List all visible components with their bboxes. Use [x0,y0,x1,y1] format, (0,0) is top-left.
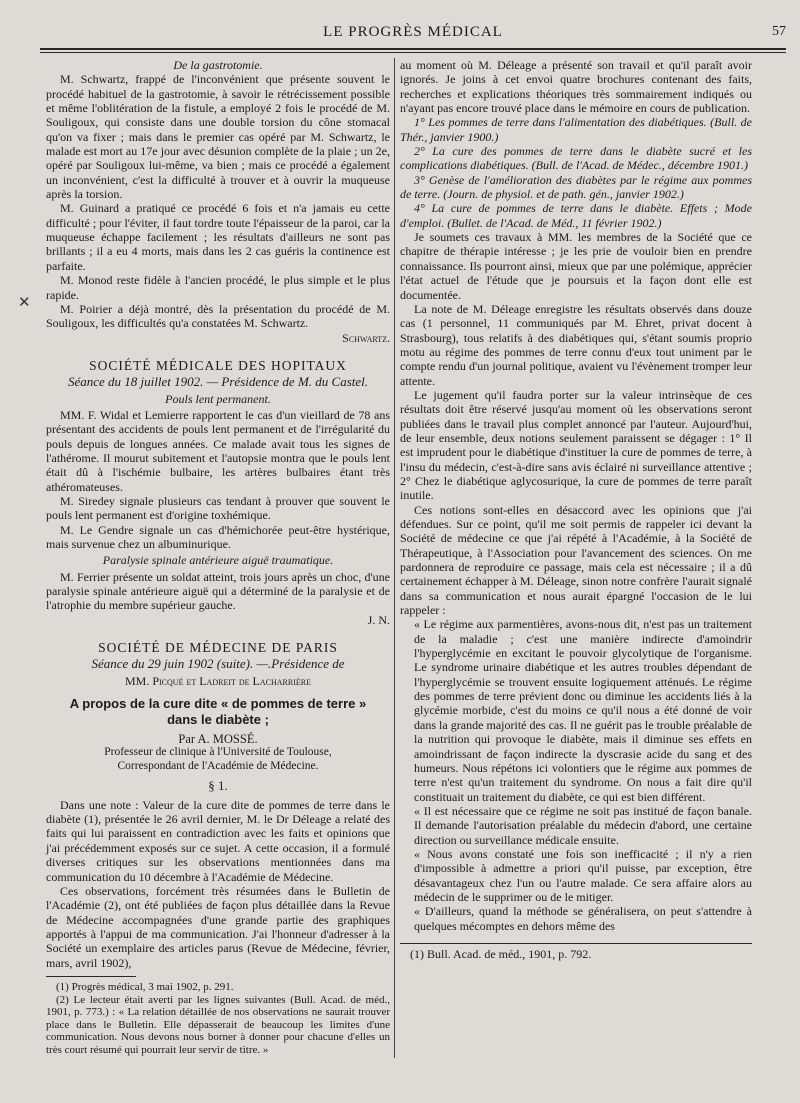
page-number: 57 [772,24,786,39]
hopitaux-session: Séance du 18 juillet 1902. — Présidence de M. du Castel. [67,374,369,390]
pouls-paragraph: M. Le Gendre signale un cas d'hémichorée peut-être hystérique, mais survenue chez un albuminurique. [46,522,390,551]
pouls-heading: Pouls lent permanent. [165,391,271,406]
quoted-passage [400,617,752,933]
quote-paragraph: « Il est nécessaire que ce régime ne soit pas institué de façon banale. Il demande l'autorisation préalable du médecin d'abord, une certaine direction ou surveillance médicale ensuite. [414,803,752,847]
gastro-paragraph: M. Monod reste fidèle à l'ancien procédé, le plus simple et le plus rapide. [46,273,390,302]
quote-paragraph: « Nous avons constaté une fois son inefficacité ; il n'y a rien d'impossible à admettre a priori qu'il puisse, par exception, être désavantageux chez l'un ou l'autre malade. Ce sera affaire alors au médecin de le supprimer ou de le mitiger. [414,846,752,904]
pouls-paragraph: MM. F. Widal et Lemierre rapportent le cas d'un vieillard de 78 ans présentant des accidents de pouls lent permanent et de l'irrégularité du pouls depuis de longues années. Ce malade avait tous les signes de l'athérome. Il mourut subitement et l'autopsie montra que le pouls lent était dû à l'ischémie bulbaire, les artères bulbaires étant très athéromateuses. [46,407,390,494]
article-title-line-2: dans le diabète ; [167,712,269,728]
running-head [40,24,786,44]
author-affiliation-1: Professeur de clinique à l'Université de Toulouse, [104,746,332,759]
footnote: (2) Le lecteur était averti par les lignes suivantes (Bull. Acad. de méd., 1901, p. 773.) : « La relation détaillée de nos observations ne saurait trouver place dans le Bulletin. Elle dépasserait de beaucoup les limites d'une communication. Nous devons nous borner à donner pour chacune d'elles un très court résumé qui pourrait leur servir de titre. » [46,993,390,1056]
gastro-paragraph: M. Schwartz, frappé de l'inconvénient que présente souvent le procédé habituel de la gastrotomie, à savoir le rétrécissement possible et même l'oblitération de la fistule, a employé 2 fois le procédé de M. Souligoux, qui consiste dans une double torsion du cône stomacal qu'on va fixer ; mais dans le premier cas opéré par M. Schwartz, le malade est mort au 17e jour avec désunion complète de la plaie ; un 2e, opéré par Souligoux lui-même, va bien ; mais ce procédé a également un inconvénient, c'est la difficulté à trouver et à ouvrir la muqueuse après la torsion. [46,72,390,202]
paralysie-paragraph: M. Ferrier présente un soldat atteint, trois jours après un choc, d'une paralysie spinale antérieure aiguë qui a déterminé de la paralysie et de l'atrophie du membre supérieur gauche. [46,569,390,613]
header-rule [40,48,786,53]
paris-session-line-2: MM. Picqué et Ladreit de Lacharrière [125,673,311,688]
hopitaux-title: SOCIÉTÉ MÉDICALE DES HOPITAUX [89,357,347,373]
footnote: (1) Bull. Acad. de méd., 1901, p. 792. [410,946,592,961]
body-paragraph: Le jugement qu'il faudra porter sur la valeur intrinsèque de ces résultats doit être réservé jusqu'au moment où les observations seront publiées dans le travail plus complet annoncé par l'auteur. Aujourd'hui, de leur ensemble, deux notions seulement paraissent se dégager : 1° Il est imprudent pour le diabétique d'instituer la cure de pommes de terre, à l'insu du médecin, c'est-à-dire sans avis éclairé ni surveillance attentive ; 2° Chez le diabétique aglycosurique, la cure de pommes de terre paraît inutile. [400,387,752,503]
article-title-line-1: A propos de la cure dite « de pommes de terre » [69,696,367,712]
brochure-item: 1° Les pommes de terre dans l'alimentation des diabétiques. (Bull. de Thér., janvier 1900.) [400,115,752,144]
gastro-paragraph: M. Guinard a pratiqué ce procédé 6 fois et n'a jamais eu cette difficulté ; pour l'éviter, il faut tordre toute l'épaisseur de la paroi, car la muqueuse échappe facilement ; les résultats d'ailleurs ne sont pas brillants ; il a eu 4 morts, mais dans les 2 cas guéris la continence est parfaite. [46,201,390,273]
gastro-paragraph: M. Poirier a déjà montré, dès la présentation du procédé de M. Souligoux, les difficultés qu'a constatées M. Schwartz. [46,301,390,331]
left-column [46,58,390,1056]
body-paragraph: La note de M. Déleage enregistre les résultats observés dans douze cas (1 personnel, 11 communiqués par M. Ehret, privat docent à Strasbourg), tous relatifs à des diabétiques qui, s'étant soumis proprio motu au régime des pommes de terre connu d'eux tout uniment par le compte rendu d'un journal politique, avaient vu l'évènement tromper leur attente. [400,301,752,388]
paralysie-signature: J. N. [367,612,390,627]
gastro-heading: De la gastrotomie. [173,58,263,72]
footnote: (1) Progrès médical, 3 mai 1902, p. 291. [56,980,234,993]
intro-paragraph: au moment où M. Déleage a présenté son travail et qu'il paraît avoir ignorés. Je joins à cet envoi quatre brochures contenant des faits, recherches et explications théoriques très sommairement indiqués ou n'ayant pas encore trouvé place dans le mémoire en cours de publication. [400,58,752,116]
column-divider [394,58,395,1058]
right-column [400,58,752,961]
article-paragraph: Ces observations, forcément très résumées dans le Bulletin de l'Académie (2), ont été publiées de façon plus détaillée dans la Revue de Médecine accompagnées d'une grande partie des graphiques apportés à l'appui de ma communication. J'ai l'honneur d'adresser à la Société un exemplaire des articles parus (Revue de Médecine, février, mars, avril 1902), [46,883,390,970]
footnote-rule [46,976,136,977]
brochure-item: 3° Genèse de l'amélioration des diabètes par le régime aux pommes de terre. (Journ. de physiol. et de path. gén., janvier 1902.) [400,172,752,202]
paris-session-line-1: Séance du 29 juin 1902 (suite). —.Présidence de [91,656,345,672]
author-affiliation-2: Correspondant de l'Académie de Médecine. [117,759,319,772]
section-marker: § 1. [208,778,228,794]
brochure-item: 4° La cure de pommes de terre dans le diabète. Effets ; Mode d'emploi. (Bullet. de l'Acad. de Méd., 11 février 1902.) [400,201,752,230]
article-author: Par A. MOSSÉ. [178,732,258,747]
footnote-rule [400,943,752,944]
body-paragraph: Je soumets ces travaux à MM. les membres de la Société que ce chapitre de thérapie intéresse ; je les prie de vouloir bien en prendre connaissance. Ils pourront ainsi, mieux que par une polémique, apprécier l'état actuel de l'étude que je poursuis et la façon dont elle est documentée. [400,230,752,302]
margin-annotation: ✕ [18,295,31,311]
paralysie-heading: Paralysie spinale antérieure aiguë traumatique. [102,553,334,568]
paris-title: SOCIÉTÉ DE MÉDECINE DE PARIS [98,640,338,656]
quote-paragraph: « D'ailleurs, quand la méthode se généralisera, on peut s'attendre à quelques mécomptes en dehors même des [414,904,752,933]
quote-paragraph: « Le régime aux parmentières, avons-nous dit, n'est pas un traitement de la maladie ; c'est une manière indirecte d'amoindrir l'hyperglycémie en excitant le pouvoir glycolytique de l'organisme. Le syndrome urinaire diabétique et les autres troubles dépendant de l'hyperglycémie se trouvent ensuite logiquement atténués. Le régime des pommes de terre prévient donc ou diminue les accidents liés à la glycémie morbide, c'est du moins ce qu'il nous a été donné de voir dans la grande majorité des cas. Il ne guérit pas le trouble préalable de la nutrition qui provoque le diabète, mais il diminue ses effets en amoindrissant de façon indirecte la dyscrasie acide du sang et des humeurs. Nous répétons ici volontiers que le régime aux pommes de terre n'est qu'un traitement du syndrome. On nous a fait dire qu'il constituait un traitement du diabète, ce qui est bien différent. [414,617,752,804]
article-paragraph: Dans une note : Valeur de la cure dite de pommes de terre dans le diabète (1), présentée le 26 avril dernier, M. le Dr Déleage a relaté des faits qui lui paraissent en contradiction avec les faits et opinions que j'ai précédemment exposés sur ce sujet. A cette occasion, il a formulé diverses critiques sur les observations mentionnées dans ma communication du 10 décembre à l'Académie de Médecine. [46,797,390,884]
body-paragraph: Ces notions sont-elles en désaccord avec les opinions que j'ai défendues. Sur ce point, qu'il me soit permis de rappeler ici devant la Société de médecine ce que j'ai répété à l'Académie, à la Société de Thérapeutique, à l'Association pour l'avancement des sciences. On me pardonnera de reproduire ce passage, mais cela est nécessaire ; il a dû certainement échapper à M. Déleage, sinon notre confrère l'aurait signalé dans sa communication et nous aurait épargné l'occasion de le lui rappeler : [400,502,752,618]
pouls-paragraph: M. Siredey signale plusieurs cas tendant à prouver que souvent le pouls lent permanent est d'origine toxhémique. [46,493,390,523]
gastro-signature: Schwartz. [342,330,390,345]
running-title: LE PROGRÈS MÉDICAL [323,24,503,40]
brochure-item: 2° La cure des pommes de terre dans le diabète sucré et les complications diabétiques. (Bull. de l'Acad. de Médec., décembre 1901.) [400,144,752,173]
